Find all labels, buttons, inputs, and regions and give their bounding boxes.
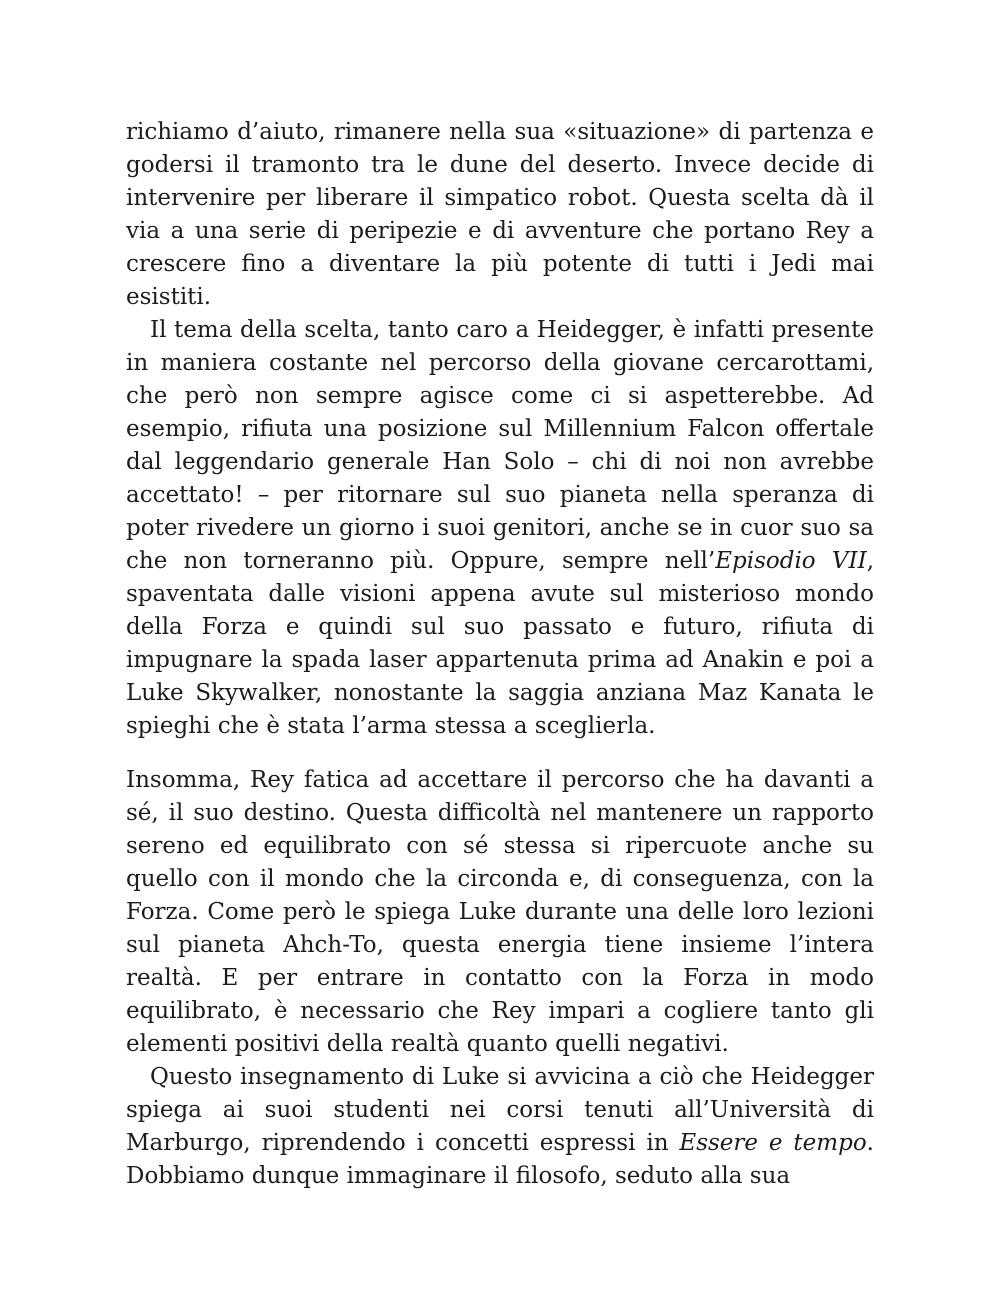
paragraph-2-text-b: , spaventata dalle visioni appena avute sul misterioso mondo della Forza e quindi sul suo passato e futuro, rifiuta di impugnare la spada laser appartenuta prima ad Anakin e poi a Luke Skywalker, nonostante la saggia anziana Maz Kanata le spieghi che è stata l’arma stessa a sceglierla.: [126, 548, 874, 739]
book-title-essere-e-tempo: Essere e tempo: [679, 1130, 867, 1156]
paragraph-1-text: richiamo d’aiuto, rimanere nella sua «situazione» di partenza e godersi il tramonto tra le dune del deserto. Invece decide di intervenire per liberare il simpatico robot. Questa scelta dà il via a una serie di peripezie e di avventure che portano Rey a crescere fino a diventare la più potente di tutti i Jedi mai esistiti.: [126, 119, 874, 310]
book-page: [126, 116, 874, 1193]
paragraph-2-text-a: Il tema della scelta, tanto caro a Heidegger, è infatti presente in maniera costante nel percorso della giovane cercarottami, che però non sempre agisce come ci si aspetterebbe. Ad esempio, rifiuta una posizione sul Millennium Falcon offertale dal leggendario generale Han Solo – chi di noi non avrebbe accettato! – per ritornare sul suo pianeta nella speranza di poter rivedere un giorno i suoi genitori, anche se in cuor suo sa che non torneranno più. Oppure, sempre nell’: [126, 317, 874, 574]
paragraph-4-text-a: Questo insegnamento di Luke si avvicina a ciò che Heidegger spiega ai suoi studenti nei corsi tenuti all’Università di Marburgo, riprendendo i concetti espressi in: [126, 1064, 874, 1156]
film-title-episodio-vii: Episodio VII: [715, 548, 867, 574]
paragraph-2: [126, 314, 874, 743]
paragraph-4-text-b: . Dobbiamo dunque immaginare il filosofo, seduto alla sua: [126, 1130, 874, 1189]
paragraph-4: [126, 1061, 874, 1193]
paragraph-1: [126, 116, 874, 314]
paragraph-3-text: Insomma, Rey fatica ad accettare il percorso che ha davanti a sé, il suo destino. Questa difficoltà nel mantenere un rapporto sereno ed equilibrato con sé stessa si ripercuote anche su quello con il mondo che la circonda e, di conseguenza, con la Forza. Come però le spiega Luke durante una delle loro lezioni sul pianeta Ahch-To, questa energia tiene insieme l’intera realtà. E per entrare in contatto con la Forza in modo equilibrato, è necessario che Rey impari a cogliere tanto gli elementi positivi della realtà quanto quelli negativi.: [126, 767, 874, 1057]
paragraph-3: [126, 764, 874, 1061]
